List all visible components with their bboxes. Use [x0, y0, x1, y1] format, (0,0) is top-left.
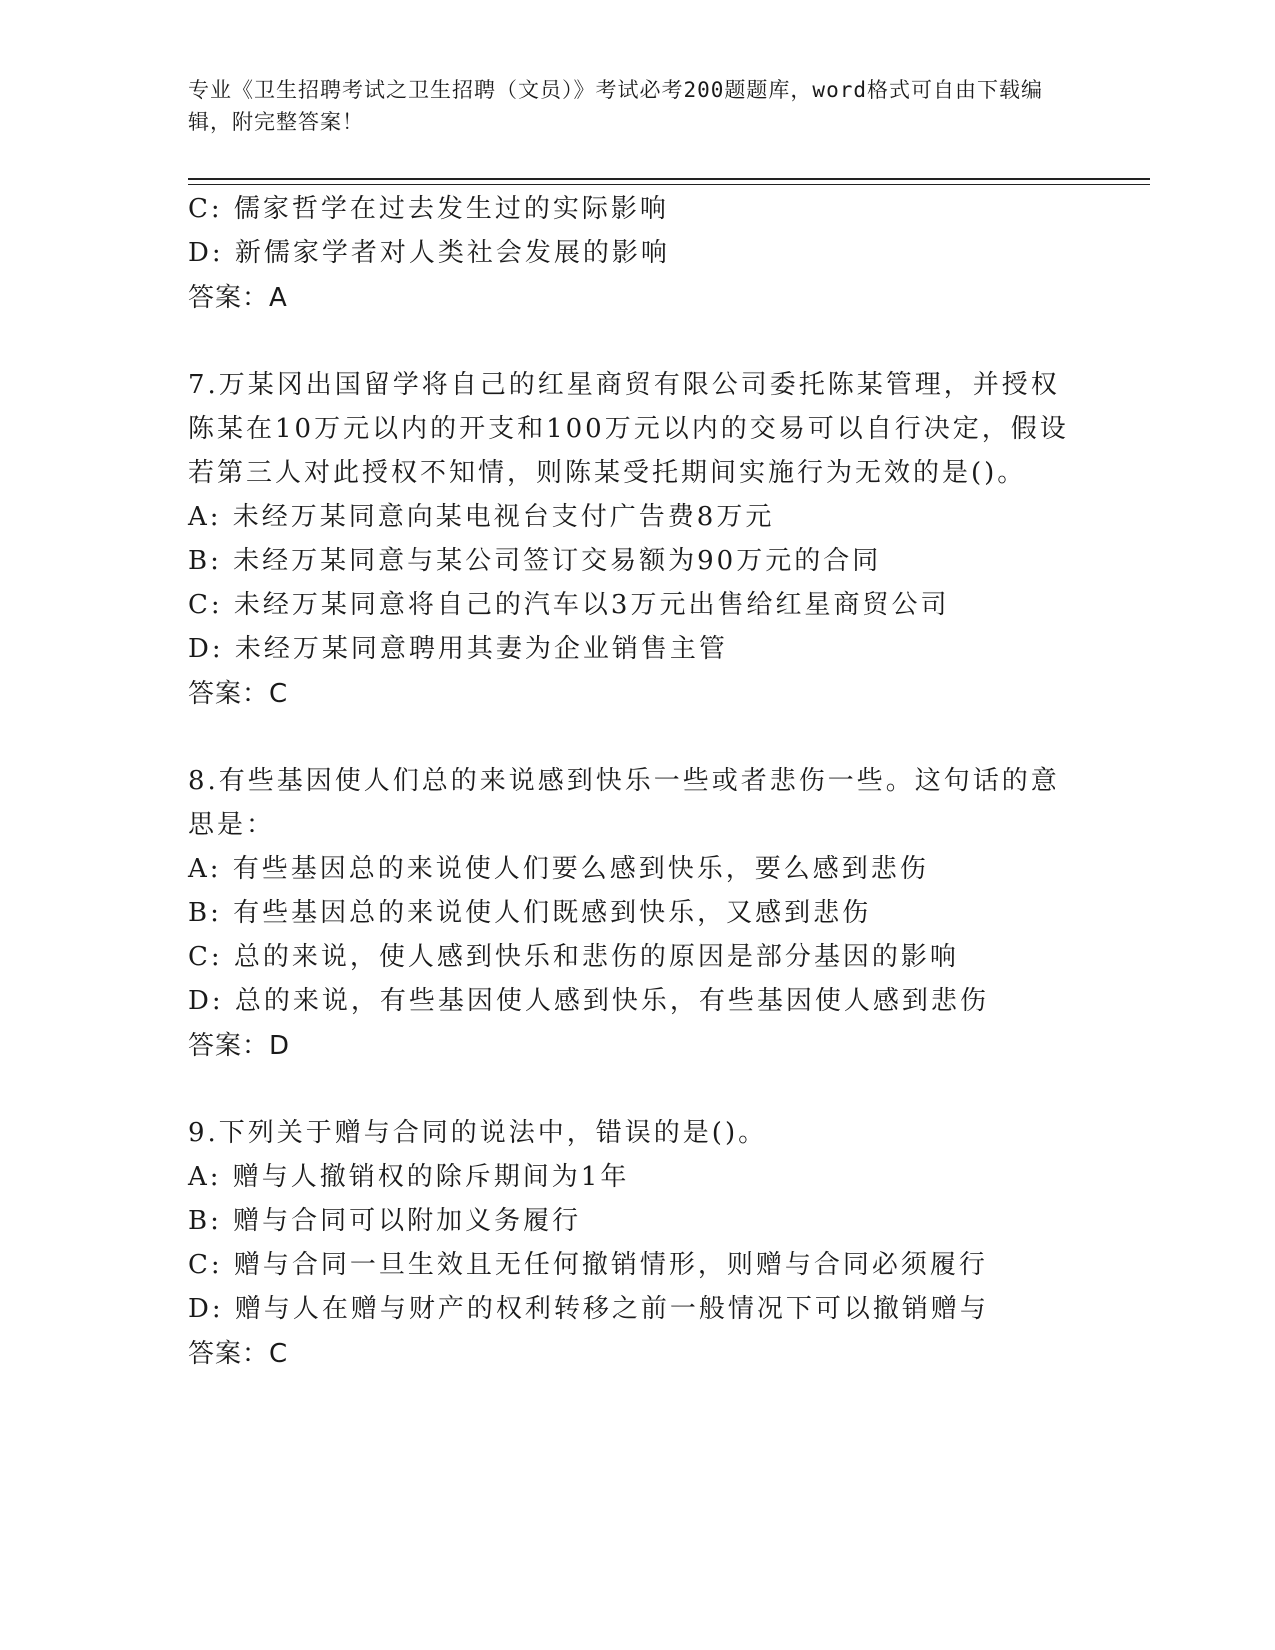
q8-stem-line1: 8.有些基因使人们总的来说感到快乐一些或者悲伤一些。这句话的意: [188, 766, 1060, 796]
q7-option-d: D: 未经万某同意聘用其妻为企业销售主管: [188, 634, 728, 664]
q6-option-d: D: 新儒家学者对人类社会发展的影响: [188, 238, 670, 268]
q8-option-a: A: 有些基因总的来说使人们要么感到快乐，要么感到悲伤: [188, 854, 929, 884]
q9-option-c: C: 赠与合同一旦生效且无任何撤销情形，则赠与合同必须履行: [188, 1250, 988, 1280]
q6-answer: 答案：A: [188, 283, 288, 313]
q9-stem-line1: 9.下列关于赠与合同的说法中，错误的是()。: [188, 1118, 768, 1148]
q8-answer: 答案：D: [188, 1031, 291, 1061]
q7-stem-line1: 7.万某冈出国留学将自己的红星商贸有限公司委托陈某管理，并授权: [188, 370, 1060, 400]
q8-option-b: B: 有些基因总的来说使人们既感到快乐，又感到悲伤: [188, 898, 872, 928]
header-divider-thick: [188, 178, 1150, 180]
q9-option-d: D: 赠与人在赠与财产的权利转移之前一般情况下可以撤销赠与: [188, 1294, 989, 1324]
q7-option-b: B: 未经万某同意与某公司签订交易额为90万元的合同: [188, 546, 882, 576]
q9-option-b: B: 赠与合同可以附加义务履行: [188, 1206, 582, 1236]
q9-answer: 答案：C: [188, 1339, 289, 1369]
header-divider-thin: [188, 184, 1150, 185]
q8-option-d: D: 总的来说，有些基因使人感到快乐，有些基因使人感到悲伤: [188, 986, 989, 1016]
q7-answer: 答案：C: [188, 679, 289, 709]
q9-option-a: A: 赠与人撤销权的除斥期间为1年: [188, 1162, 630, 1192]
q7-option-a: A: 未经万某同意向某电视台支付广告费8万元: [188, 502, 775, 532]
q8-stem-line2: 思是：: [188, 810, 276, 840]
q6-option-c: C: 儒家哲学在过去发生过的实际影响: [188, 194, 669, 224]
q8-option-c: C: 总的来说，使人感到快乐和悲伤的原因是部分基因的影响: [188, 942, 959, 972]
q7-option-c: C: 未经万某同意将自己的汽车以3万元出售给红星商贸公司: [188, 590, 950, 620]
q7-stem-line2: 陈某在10万元以内的开支和100万元以内的交易可以自行决定，假设: [188, 414, 1069, 444]
document-header: 专业《卫生招聘考试之卫生招聘（文员）》考试必考200题题库，word格式可自由下载编辑，附完整答案！: [188, 78, 1043, 134]
q7-stem-line3: 若第三人对此授权不知情，则陈某受托期间实施行为无效的是()。: [188, 458, 1027, 488]
